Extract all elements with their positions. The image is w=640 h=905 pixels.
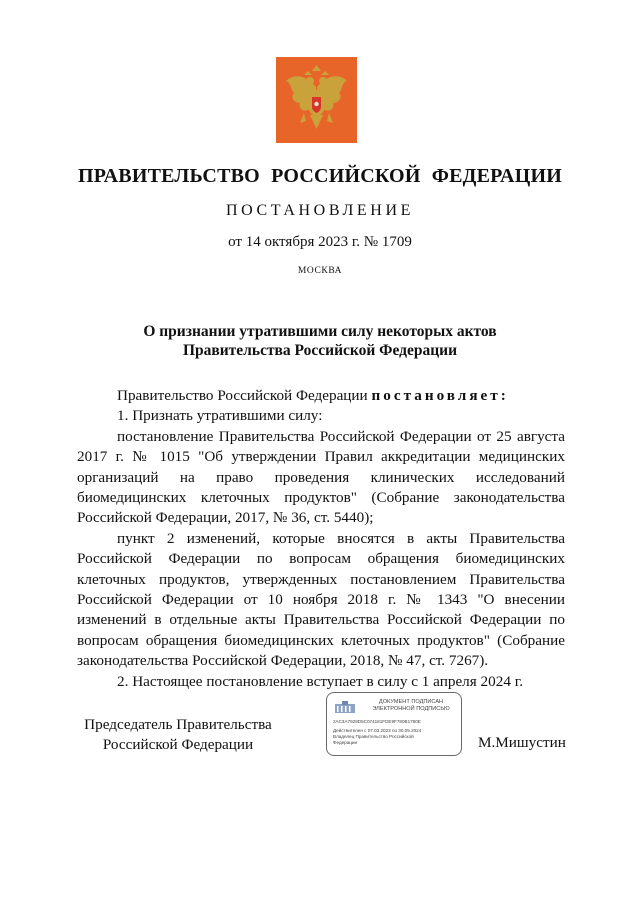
signatory-position <box>78 715 278 755</box>
document-type: ПОСТАНОВЛЕНИЕ <box>226 202 414 219</box>
electronic-signature-stamp <box>326 692 462 756</box>
body-paragraph-3: постановление Правительства Российской Федерации от 25 августа 2017 г. № 1015 "Об утверждении Правил аккредитации медицинских организаций на право проведения клинических исследований биомедицинских клеточных продуктов" (Собрание законодательства Российской Федерации, 2017, № 36, ст. 5440); <box>77 427 565 527</box>
body-intro-text: Правительство Российской Федерации <box>117 387 372 404</box>
document-date-number: от 14 октября 2023 г. № 1709 <box>228 234 412 250</box>
body-paragraph-5: 2. Настоящее постановление вступает в силу с 1 апреля 2024 г. <box>117 672 524 690</box>
stamp-validity: Действителен с 07.03.2023 по 30.05.2024 <box>333 728 422 733</box>
coat-of-arms-icon <box>276 57 357 143</box>
subject-line-1: О признании утратившими силу некоторых актов <box>143 323 497 340</box>
stamp-certificate: 2AC3A7928D5C074181FDE9F780B1780E <box>333 719 421 724</box>
signatory-name: М.Мишустин <box>478 734 566 751</box>
signatory-position-line-1: Председатель Правительства <box>84 716 272 733</box>
stamp-title <box>363 699 459 713</box>
document-city: МОСКВА <box>297 266 343 276</box>
government-building-icon <box>334 700 356 714</box>
stamp-owner-line-1: Владелец Правительство Российской <box>333 734 414 739</box>
subject-line-2: Правительства Российской Федерации <box>182 342 458 359</box>
stamp-title-line-2: ЭЛЕКТРОННОЙ ПОДПИСЬЮ <box>372 706 450 712</box>
body-paragraph-2: 1. Признать утратившими силу: <box>117 407 323 425</box>
stamp-owner-line-2: Федерации <box>333 740 358 745</box>
signatory-position-line-2: Российской Федерации <box>102 736 254 753</box>
document-subject <box>0 322 640 360</box>
body-paragraph-1 <box>77 386 565 406</box>
government-title: ПРАВИТЕЛЬСТВО РОССИЙСКОЙ ФЕДЕРАЦИИ <box>78 165 562 187</box>
document-body <box>77 386 565 692</box>
stamp-title-line-1: ДОКУМЕНТ ПОДПИСАН <box>378 699 444 705</box>
body-paragraph-4: пункт 2 изменений, которые вносятся в акты Правительства Российской Федерации по вопросам обращения биомедицинских клеточных продуктов, утвержденных постановлением Правительства Российской Федерации от 10 ноября 2018 г. № 1343 "О внесении изменений в отдельные акты Правительства Российской Федерации по вопросам обращения биомедицинских клеточных продуктов" (Собрание законодательства Российской Федерации, 2018, № 47, ст. 7267). <box>77 529 565 670</box>
resolve-word: постановляет: <box>371 387 509 404</box>
